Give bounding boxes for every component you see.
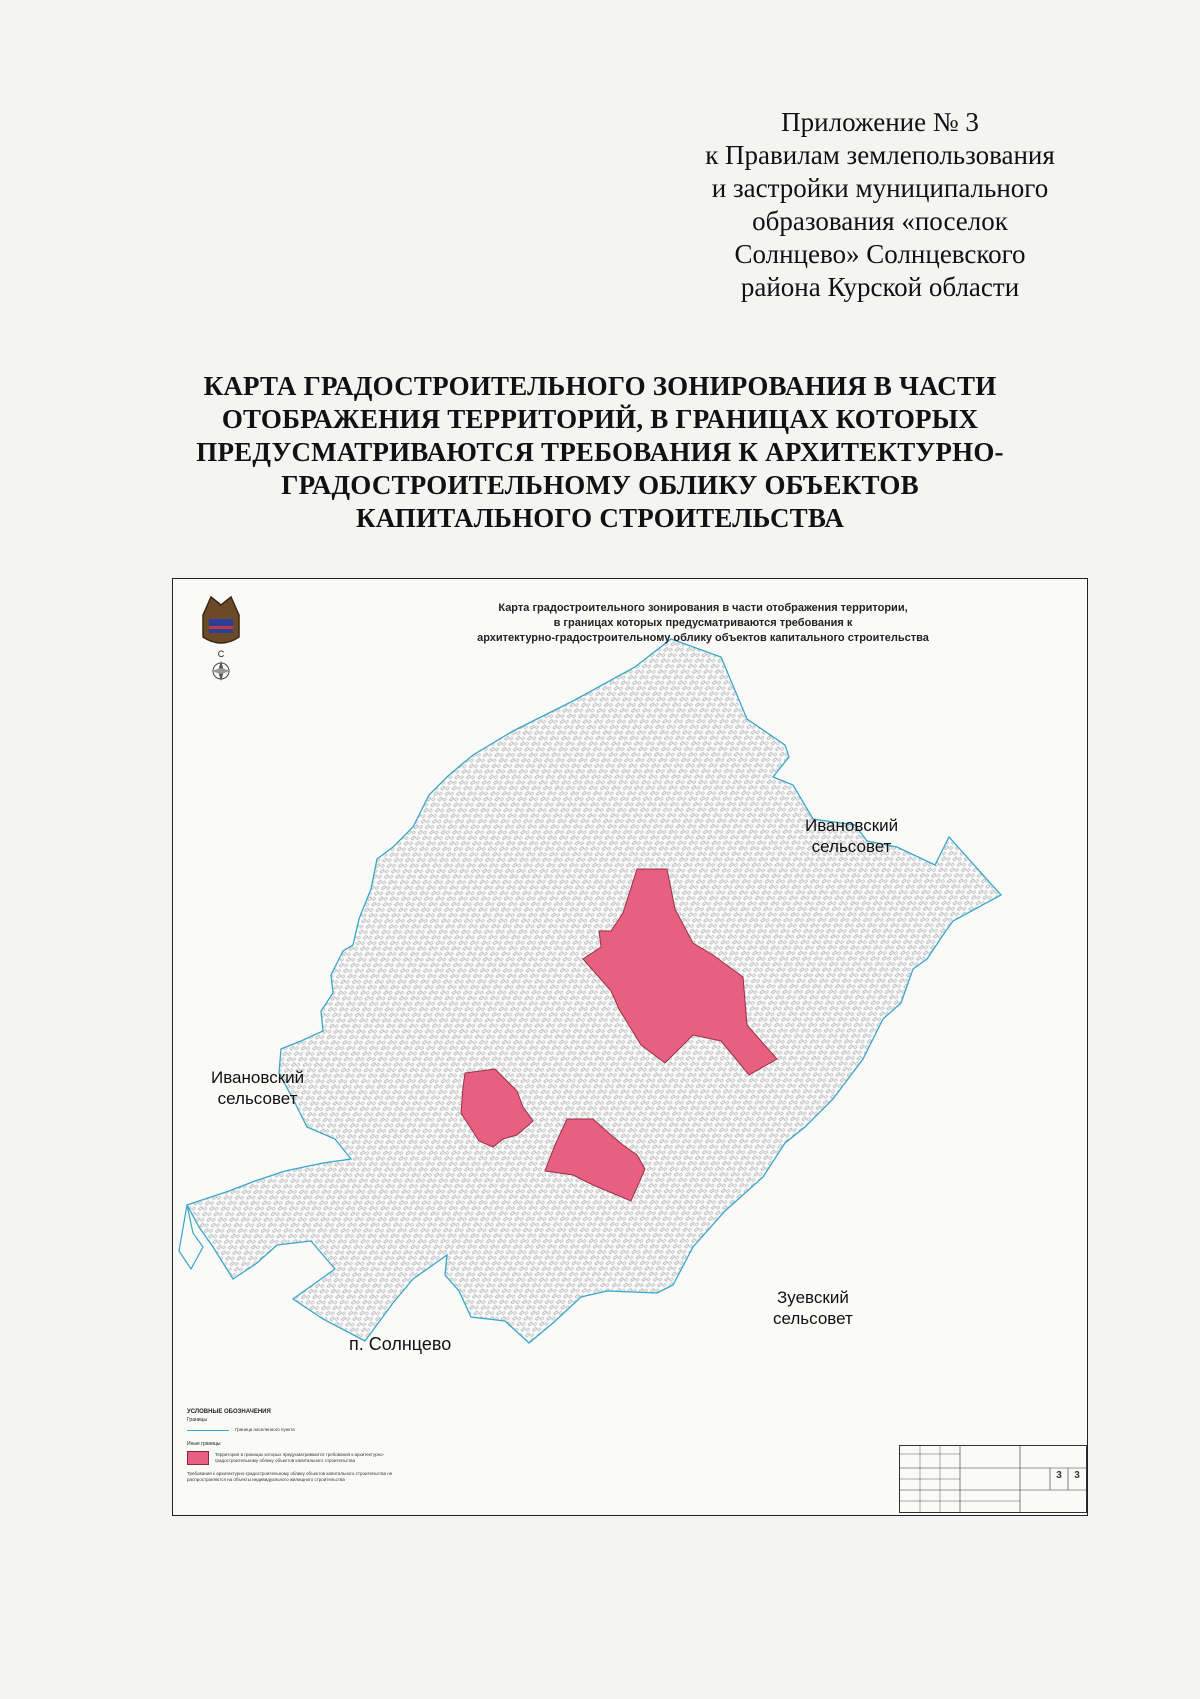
appendix-line: Приложение № 3: [781, 107, 979, 137]
appendix-line: района Курской области: [740, 272, 1020, 302]
title-line: ПРЕДУСМАТРИВАЮТСЯ ТРЕБОВАНИЯ К АРХИТЕКТУРНО-: [196, 437, 1004, 467]
legend-group-other: Иные границы: [187, 1441, 221, 1447]
title-block-stamp: [899, 1445, 1087, 1513]
legend-note: Требования к архитектурно-градостроительному облику объектов капитального строительства не распространяются на объекты индивидуального жилищного строительства: [187, 1471, 393, 1482]
zone-swatch: [187, 1451, 209, 1465]
coat-of-arms-icon: [203, 597, 239, 643]
appendix-line: и застройки муниципального: [711, 173, 1049, 203]
map-title-line: архитектурно-градостроительному облику объектов капитального строительства: [477, 632, 929, 644]
legend-item-zone: [187, 1451, 407, 1465]
north-arrow-icon: [211, 649, 231, 681]
title-line: ОТОБРАЖЕНИЯ ТЕРРИТОРИЙ, В ГРАНИЦАХ КОТОРЫХ: [221, 404, 979, 434]
label-ivanovsky-northeast: Ивановский сельсовет: [805, 816, 899, 856]
compass-label: С: [217, 649, 225, 659]
map-frame: [172, 578, 1088, 1516]
title-line: ГРАДОСТРОИТЕЛЬНОМУ ОБЛИКУ ОБЪЕКТОВ: [281, 470, 919, 500]
appendix-line: образования «поселок: [752, 206, 1008, 236]
settlement-boundary: [187, 639, 1001, 1343]
boundary-line-swatch: [187, 1430, 229, 1431]
map-legend: [187, 1409, 407, 1483]
label-ivanovsky-west: Ивановский сельсовет: [211, 1068, 305, 1108]
legend-title: УСЛОВНЫЕ ОБОЗНАЧЕНИЯ: [187, 1409, 271, 1415]
legend-item-zone-label: Территория в границах которых предусматриваются требования к архитектурно-градостроительному облику объектов капитального строительства: [214, 1452, 385, 1463]
map-title-line: Карта градостроительного зонирования в части отображения территории,: [498, 602, 908, 614]
map-canvas: [173, 579, 1087, 1515]
stamp-sheet-number: 3: [1056, 1470, 1062, 1481]
label-settlement: п. Солнцево: [349, 1334, 452, 1354]
appendix-line: к Правилам землепользования: [705, 140, 1055, 170]
title-line: КАРТА ГРАДОСТРОИТЕЛЬНОГО ЗОНИРОВАНИЯ В ЧАСТИ: [203, 371, 997, 401]
map-title: [353, 601, 1053, 646]
stamp-sheets-total: 3: [1074, 1470, 1080, 1481]
label-zuevsky: Зуевский сельсовет: [773, 1288, 853, 1328]
legend-item-boundary: [187, 1427, 407, 1433]
appendix-header: [650, 106, 1110, 304]
document-title: [90, 370, 1110, 535]
appendix-line: Солнцево» Солнцевского: [734, 239, 1026, 269]
title-line: КАПИТАЛЬНОГО СТРОИТЕЛЬСТВА: [355, 503, 845, 533]
map-title-line: в границах которых предусматриваются требования к: [553, 617, 853, 629]
legend-group-boundaries: Границы: [187, 1417, 207, 1423]
legend-item-boundary-label: Граница населенного пункта: [235, 1427, 295, 1432]
